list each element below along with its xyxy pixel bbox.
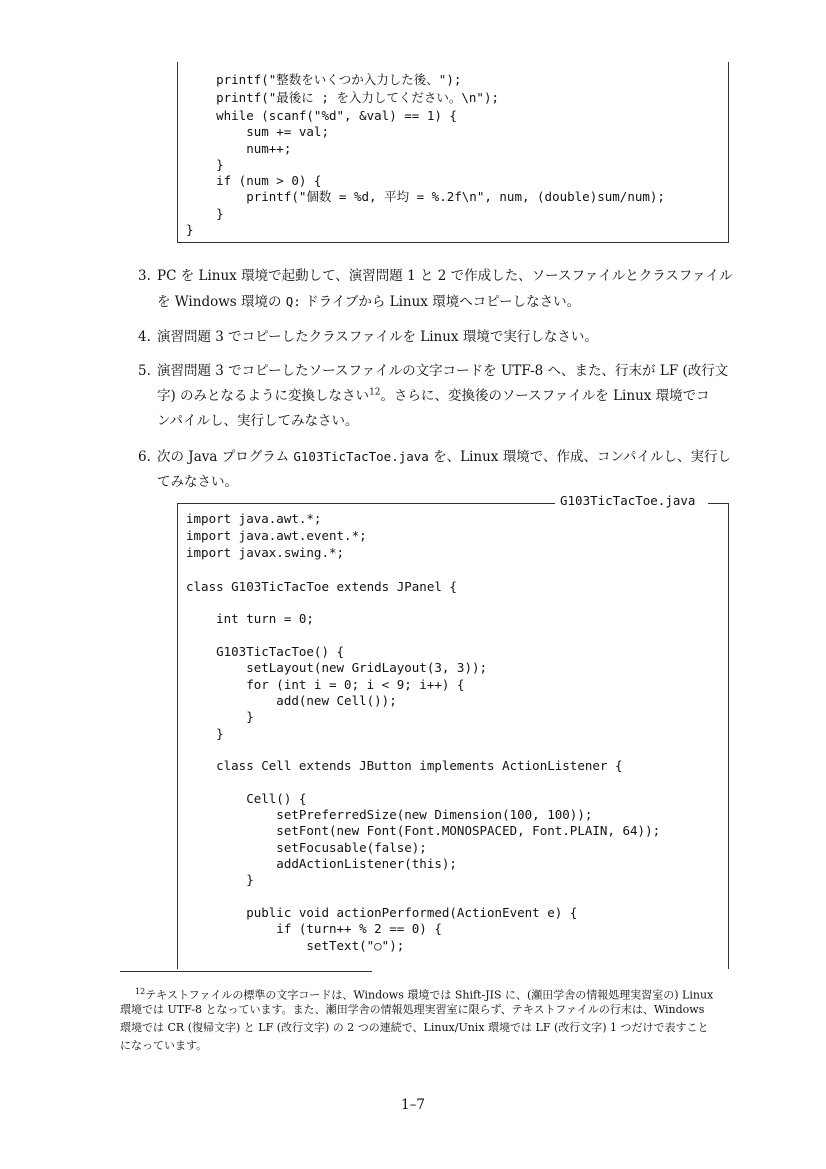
item-text [157, 387, 710, 405]
code-box-border [708, 503, 729, 504]
code-line: int turn = 0; [186, 611, 314, 626]
item-number: 4. [138, 329, 151, 345]
item-number: 6. [138, 449, 151, 465]
code-line: printf("最後に ; を入力してください。\n"); [186, 90, 500, 105]
code-line: Cell() { [186, 791, 307, 806]
code-line: add(new Cell()); [186, 693, 397, 708]
item-text: PC を Linux 環境で起動して、演習問題 1 と 2 で作成した、ソースファイルとクラスファイル [157, 268, 733, 284]
code-line: for (int i = 0; i < 9; i++) { [186, 677, 465, 692]
footnote-text: になっています。 [120, 1039, 208, 1052]
footnote-text [135, 984, 713, 1003]
code-line: setFocusable(false); [186, 840, 427, 855]
text-span: 字) のみとなるように変換しなさい [157, 388, 370, 404]
footnote-text: 環境では CR (復帰文字) と LF (改行文字) の 2 つの連続で、Linux/Unix 環境では LF (改行文字) 1 つだけで表すこと [120, 1021, 709, 1034]
code-line: num++; [186, 141, 292, 156]
code-line: while (scanf("%d", &val) == 1) { [186, 108, 457, 123]
code-line: sum += val; [186, 124, 329, 139]
item-number: 3. [138, 268, 151, 284]
text-span: を Windows 環境の [157, 294, 286, 310]
code-line: if (num > 0) { [186, 173, 322, 188]
code-line: class Cell extends JButton implements ActionListener { [186, 758, 623, 773]
item-number: 5. [138, 363, 151, 379]
item-text: てみなさい。 [157, 474, 238, 490]
code-line: printf("整数をいくつか入力した後、"); [186, 72, 462, 87]
code-line: addActionListener(this); [186, 856, 457, 871]
item-text: 演習問題 3 でコピーしたソースファイルの文字コードを UTF-8 へ、また、行末が LF (改行文 [157, 363, 729, 379]
text-span: を、Linux 環境で、作成、コンパイルし、実行し [428, 449, 731, 465]
code-line: setPreferredSize(new Dimension(100, 100)); [186, 807, 593, 822]
code-line: G103TicTacToe() { [186, 644, 345, 659]
item-text [157, 293, 580, 311]
code-line: } [186, 726, 224, 741]
text-span: 次の Java プログラム [157, 449, 294, 465]
code-box-caption: G103TicTacToe.java [560, 493, 696, 508]
text-span: ドライブから Linux 環境へコピーしなさい。 [300, 294, 581, 310]
code-line: import java.awt.event.*; [186, 528, 367, 543]
code-line: import javax.swing.*; [186, 545, 345, 560]
code-line: class G103TicTacToe extends JPanel { [186, 579, 457, 594]
inline-code: G103TicTacToe.java [293, 449, 429, 464]
code-line: } [186, 872, 254, 887]
item-text: 演習問題 3 でコピーしたクラスファイルを Linux 環境で実行しなさい。 [157, 329, 598, 345]
code-line: } [186, 222, 194, 237]
code-line: } [186, 709, 254, 724]
footnote-rule [120, 971, 372, 972]
text-span: テキストファイルの標準の文字コードは、Windows 環境では Shift-JIS に、(瀬田学舎の情報処理実習室の) Linux [145, 988, 714, 1002]
code-line: import java.awt.*; [186, 511, 322, 526]
footnote-mark: 12 [135, 987, 146, 996]
page-number: 1–7 [401, 1097, 425, 1113]
code-line: if (turn++ % 2 == 0) { [186, 921, 442, 936]
code-line: setText("○"); [186, 938, 405, 953]
code-line: printf("個数 = %d, 平均 = %.2f\n", num, (double)sum/num); [186, 189, 665, 204]
text-span: 。さらに、変換後のソースファイルを Linux 環境でコ [380, 388, 710, 404]
code-line: public void actionPerformed(ActionEvent e) { [186, 905, 578, 920]
code-line: setLayout(new GridLayout(3, 3)); [186, 660, 488, 675]
code-line: } [186, 157, 224, 172]
footnote-text: 環境では UTF-8 となっています。また、瀬田学舎の情報処理実習室に限らず、テキストファイルの行末は、Windows [120, 1003, 705, 1016]
item-text [157, 448, 731, 466]
code-box-border [177, 503, 555, 504]
code-line: } [186, 206, 224, 221]
item-text: ンパイルし、実行してみなさい。 [157, 413, 359, 429]
code-line: setFont(new Font(Font.MONOSPACED, Font.PLAIN, 64)); [186, 823, 661, 838]
code-box-main [177, 503, 729, 969]
footnote-ref: 12 [369, 387, 381, 398]
inline-code: Q: [285, 294, 301, 309]
